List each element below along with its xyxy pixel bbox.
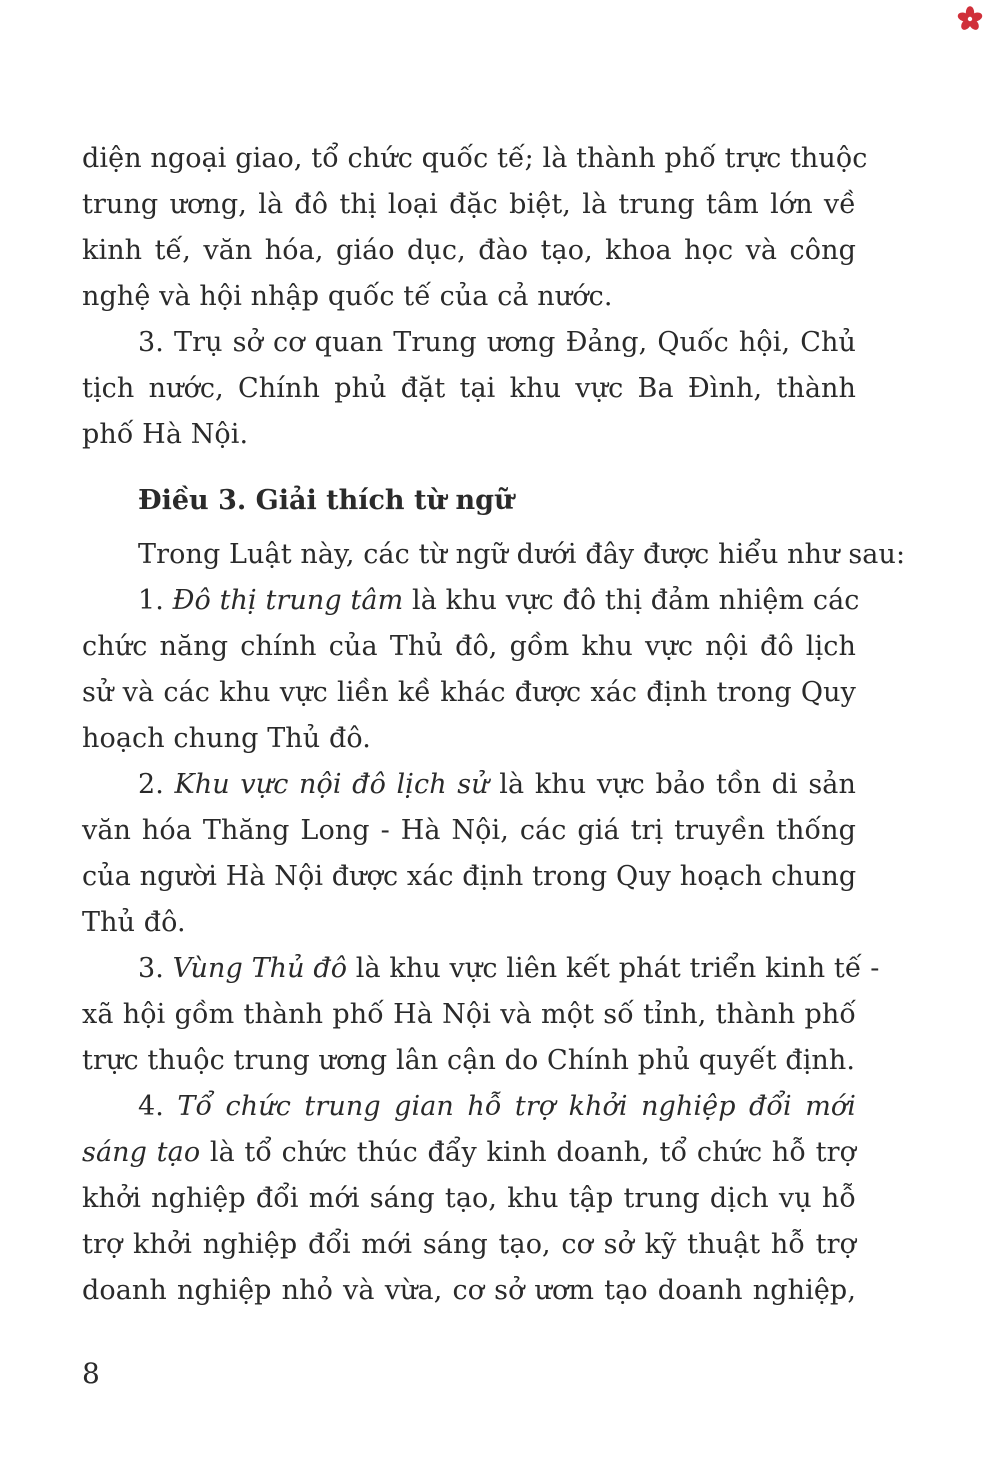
paragraph-line: nghệ và hội nhập quốc tế của cả nước. — [82, 281, 613, 312]
definition-number: 4. — [138, 1091, 178, 1122]
definition-line: sử và các khu vực liền kề khác được xác định trong Quy — [82, 677, 856, 708]
defined-term: Vùng Thủ đô — [172, 953, 348, 984]
clause-3-line: 3. Trụ sở cơ quan Trung ương Đảng, Quốc hội, Chủ — [138, 327, 856, 358]
defined-term: sáng tạo — [82, 1137, 201, 1168]
article-heading: Điều 3. Giải thích từ ngữ — [138, 485, 514, 516]
defined-term: Khu vực nội đô lịch sử — [174, 769, 489, 800]
definition-line: của người Hà Nội được xác định trong Quy hoạch chung — [82, 861, 857, 892]
section-gap — [82, 458, 856, 478]
defined-term: Tổ chức trung gian hỗ trợ khởi nghiệp đổi mới — [177, 1091, 856, 1122]
intro-line: Trong Luật này, các từ ngữ dưới đây được hiểu như sau: — [138, 539, 906, 570]
defined-term: Đô thị trung tâm — [172, 585, 404, 616]
definition-line: xã hội gồm thành phố Hà Nội và một số tỉnh, thành phố — [82, 999, 856, 1030]
body-text — [82, 136, 906, 1314]
paragraph-line: diện ngoại giao, tổ chức quốc tế; là thành phố trực thuộc — [82, 143, 868, 174]
definition-line: trực thuộc trung ương lân cận do Chính phủ quyết định. — [82, 1045, 856, 1076]
definition-line: doanh nghiệp nhỏ và vừa, cơ sở ươm tạo doanh nghiệp, — [82, 1275, 856, 1306]
paragraph-line: trung ương, là đô thị loại đặc biệt, là trung tâm lớn về — [82, 189, 856, 220]
definition-text: là khu vực liên kết phát triển kinh tế - — [347, 953, 880, 984]
definition-text: là tổ chức thúc đẩy kinh doanh, tổ chức hỗ trợ — [200, 1137, 856, 1168]
definition-3-first-line — [82, 946, 880, 992]
definition-2-first-line — [82, 762, 856, 808]
definition-4-second-line — [82, 1130, 856, 1176]
page-number: 8 — [82, 1357, 100, 1390]
definition-text: là khu vực đô thị đảm nhiệm các — [403, 585, 860, 616]
definition-1-first-line — [82, 578, 860, 624]
definition-number: 3. — [138, 953, 173, 984]
flower-logo-icon — [955, 4, 985, 34]
definition-line: hoạch chung Thủ đô. — [82, 723, 371, 754]
definition-4-first-line — [82, 1084, 856, 1130]
definition-line: chức năng chính của Thủ đô, gồm khu vực nội đô lịch — [82, 631, 856, 662]
definition-line: trợ khởi nghiệp đổi mới sáng tạo, cơ sở kỹ thuật hỗ trợ — [82, 1229, 856, 1260]
definition-line: khởi nghiệp đổi mới sáng tạo, khu tập trung dịch vụ hỗ — [82, 1183, 856, 1214]
definition-line: văn hóa Thăng Long - Hà Nội, các giá trị truyền thống — [82, 815, 856, 846]
paragraph-line: kinh tế, văn hóa, giáo dục, đào tạo, khoa học và công — [82, 235, 856, 266]
clause-3-line: tịch nước, Chính phủ đặt tại khu vực Ba Đình, thành — [82, 373, 856, 404]
definition-line: Thủ đô. — [82, 907, 186, 938]
definition-text: là khu vực bảo tồn di sản — [488, 769, 856, 800]
definition-number: 1. — [138, 585, 173, 616]
clause-3-line: phố Hà Nội. — [82, 419, 249, 450]
definition-number: 2. — [138, 769, 175, 800]
